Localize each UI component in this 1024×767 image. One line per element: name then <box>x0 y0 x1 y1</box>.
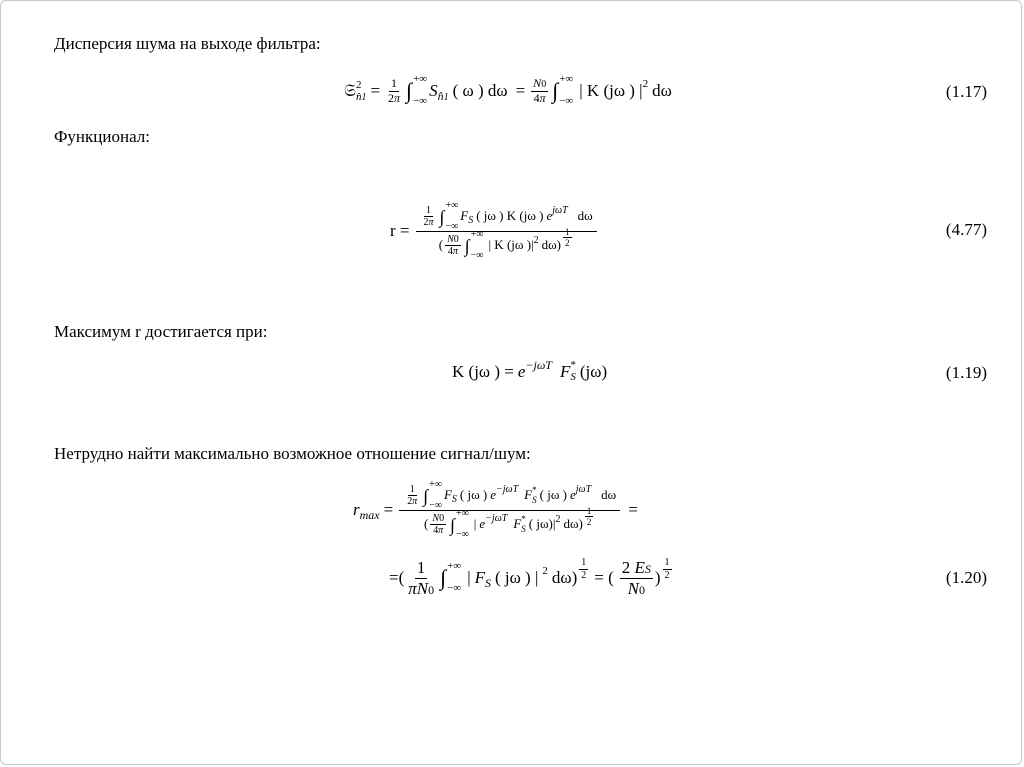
equation-1-19: K (jω ) = e −jωT F * S (jω) <box>452 357 608 383</box>
text-functional: Функционал: <box>54 127 150 146</box>
text-max-snr: Нетрудно найти максимально возможное отношение сигнал/шум: <box>54 444 531 463</box>
equation-number-1-20: (1.20) <box>945 568 987 587</box>
equation-r-max: r max = $\frac{1}{2\pi}$ ∫ +∞ −∞ F S ( jω ) e −jωT F * S ( jω ) e jωT dω ( $\frac{N0}{4\pi}$ ∫ +∞ −∞ | e −jωT F * S ( jω)| 2 dω) $\frac{1}{2}$ = <box>353 478 638 540</box>
equation-number-4-77: (4.77) <box>945 220 987 239</box>
equation-1-20: =( $\frac{1}{\pi N0}$ ∫ +∞ −∞ | F S ( jω ) | $^2$ dω) $\frac{1}{2}$ = ( $\frac{2 ES}{N0}$ ) $\frac{1}{2}$ <box>389 557 670 598</box>
text-noise-variance: Дисперсия шума на выходе фильтра: <box>54 34 321 53</box>
text-maximum-condition: Максимум r достигается при: <box>54 322 268 341</box>
equation-number-1-19: (1.19) <box>945 363 987 382</box>
equation-1-17: 𝔖 2 n̂1 = $\frac{1}{2\pi}$ ∫ +∞ −∞ S n̂1 ( ω ) dω = $\frac{N0}{4\pi}$ ∫ +∞ −∞ | K (jω ) | $^2$ dω <box>344 72 672 107</box>
equation-4-77: r = $\frac{1}{2\pi}$ ∫ +∞ −∞ F S ( jω ) K (jω ) e jωT dω ( $\frac{N0}{4\pi}$ ∫ +∞ −∞ | K (jω )| 2 dω) $\frac{1}{2}$ <box>390 196 599 266</box>
equation-number-1-17: (1.17) <box>945 82 987 101</box>
